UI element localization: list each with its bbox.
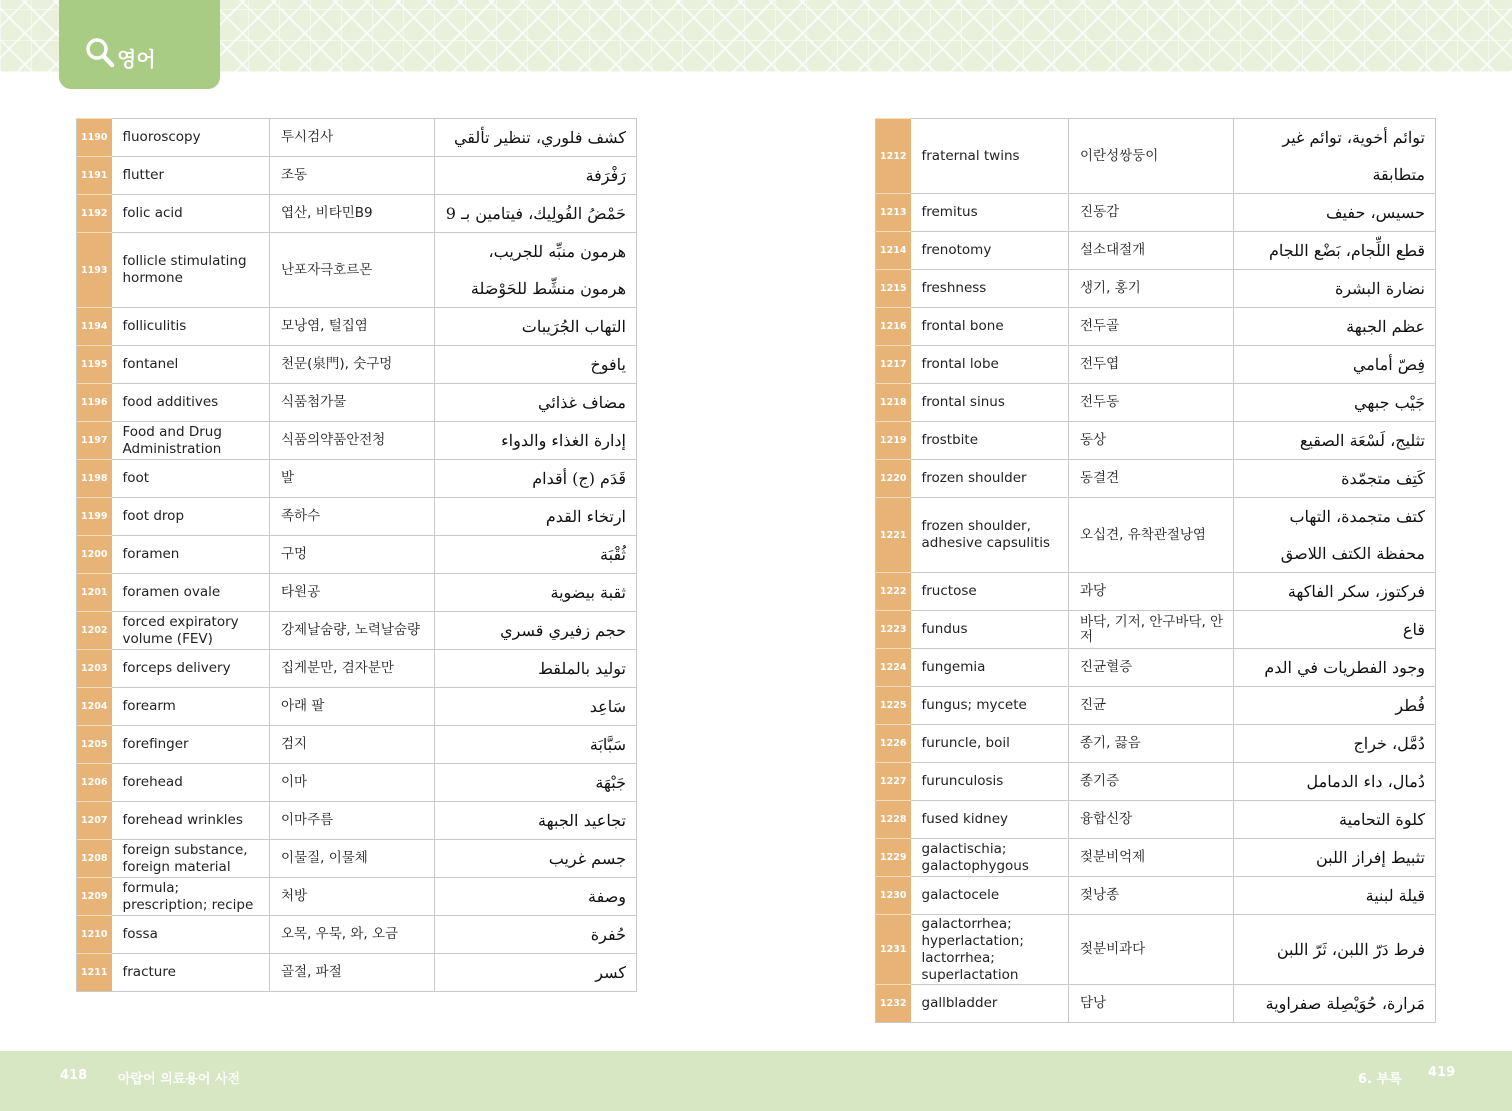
english-term: follicle stimulating hormone (112, 233, 270, 308)
table-row (77, 119, 637, 157)
english-term: frozen shoulder, adhesive capsulitis (911, 498, 1069, 573)
english-term: foramen (112, 536, 270, 574)
arabic-term: عظم الجبهة (1234, 308, 1436, 346)
korean-term: 젖낭종 (1069, 877, 1234, 915)
arabic-term: قطع اللِّجام، بَضْع اللجام (1234, 232, 1436, 270)
arabic-term: ثقبة بيضوية (435, 574, 637, 612)
english-term: fontanel (112, 346, 270, 384)
entry-number: 1196 (77, 384, 112, 422)
english-term: fremitus (911, 194, 1069, 232)
table-row (876, 839, 1436, 877)
english-term: forceps delivery (112, 650, 270, 688)
arabic-term: حجم زفيري قسري (435, 612, 637, 650)
entry-number: 1201 (77, 574, 112, 612)
table-row (77, 726, 637, 764)
arabic-term: حَمْضُ الفُولِيك، فيتامين بـ 9 (435, 195, 637, 233)
english-term: forehead (112, 764, 270, 802)
entry-number: 1220 (876, 460, 911, 498)
entry-number: 1208 (77, 840, 112, 878)
arabic-term: توليد بالملقط (435, 650, 637, 688)
english-term: galactorrhea; hyperlactation; lactorrhea; superlactation (911, 915, 1069, 985)
header-pattern-band (0, 0, 1512, 72)
korean-term: 젖분비억제 (1069, 839, 1234, 877)
table-row (77, 498, 637, 536)
entry-number: 1218 (876, 384, 911, 422)
arabic-term: تثبيط إفراز اللبن (1234, 839, 1436, 877)
arabic-term: كلوة التحامية (1234, 801, 1436, 839)
table-row (77, 764, 637, 802)
korean-term: 검지 (270, 726, 435, 764)
arabic-term: التهاب الجُرَيبات (435, 308, 637, 346)
english-term: frostbite (911, 422, 1069, 460)
entry-number: 1194 (77, 308, 112, 346)
arabic-term: فِصّ أمامي (1234, 346, 1436, 384)
arabic-term: قاع (1234, 611, 1436, 649)
korean-term: 식품의약품안전청 (270, 422, 435, 460)
table-row (77, 954, 637, 992)
korean-term: 전두골 (1069, 308, 1234, 346)
korean-term: 아래 팔 (270, 688, 435, 726)
english-term: formula; prescription; recipe (112, 878, 270, 916)
english-term: frenotomy (911, 232, 1069, 270)
korean-term: 투시검사 (270, 119, 435, 157)
entry-number: 1216 (876, 308, 911, 346)
english-term: fructose (911, 573, 1069, 611)
korean-term: 전두동 (1069, 384, 1234, 422)
english-term: forehead wrinkles (112, 802, 270, 840)
table-row (876, 649, 1436, 687)
english-term: fundus (911, 611, 1069, 649)
english-term: furuncle, boil (911, 725, 1069, 763)
entry-number: 1225 (876, 687, 911, 725)
korean-term: 집게분만, 겸자분만 (270, 650, 435, 688)
arabic-term: ثُقْبَة (435, 536, 637, 574)
korean-term: 전두엽 (1069, 346, 1234, 384)
entry-number: 1214 (876, 232, 911, 270)
table-row (876, 611, 1436, 649)
section-name: 6. 부록 (1358, 1072, 1402, 1087)
table-row (876, 687, 1436, 725)
entry-number: 1198 (77, 460, 112, 498)
table-row (876, 725, 1436, 763)
arabic-term: دُمال، داء الدمامل (1234, 763, 1436, 801)
entry-number: 1226 (876, 725, 911, 763)
korean-term: 족하수 (270, 498, 435, 536)
arabic-term: مضاف غذائي (435, 384, 637, 422)
entry-number: 1224 (876, 649, 911, 687)
english-term: folic acid (112, 195, 270, 233)
arabic-term: جَبْهَة (435, 764, 637, 802)
table-row (876, 573, 1436, 611)
table-row (876, 422, 1436, 460)
entry-number: 1200 (77, 536, 112, 574)
korean-term: 융합신장 (1069, 801, 1234, 839)
table-row (77, 688, 637, 726)
entry-number: 1212 (876, 119, 911, 194)
english-term: foot (112, 460, 270, 498)
section-tab[interactable] (59, 0, 220, 89)
page-footer (0, 1051, 1512, 1111)
arabic-term: رَفْرَفة (435, 157, 637, 195)
korean-term: 타원공 (270, 574, 435, 612)
entry-number: 1232 (876, 985, 911, 1023)
english-term: fluoroscopy (112, 119, 270, 157)
korean-term: 발 (270, 460, 435, 498)
entry-number: 1222 (876, 573, 911, 611)
arabic-term: قيلة لبنية (1234, 877, 1436, 915)
arabic-term: تثليج، لَسْعَة الصقيع (1234, 422, 1436, 460)
english-term: galactischia; galactophygous (911, 839, 1069, 877)
korean-term: 진동감 (1069, 194, 1234, 232)
entry-number: 1229 (876, 839, 911, 877)
right-page-number: 419 (1428, 1065, 1456, 1080)
arabic-term: وجود الفطريات في الدم (1234, 649, 1436, 687)
english-term: foot drop (112, 498, 270, 536)
entry-number: 1211 (77, 954, 112, 992)
entry-number: 1207 (77, 802, 112, 840)
arabic-term: ارتخاء القدم (435, 498, 637, 536)
arabic-term: فركتوز، سكر الفاكهة (1234, 573, 1436, 611)
korean-term: 과당 (1069, 573, 1234, 611)
english-term: Food and Drug Administration (112, 422, 270, 460)
english-term: forced expiratory volume (FEV) (112, 612, 270, 650)
arabic-term: كَتِف متجمّدة (1234, 460, 1436, 498)
korean-term: 설소대절개 (1069, 232, 1234, 270)
korean-term: 생기, 홍기 (1069, 270, 1234, 308)
korean-term: 진균혈증 (1069, 649, 1234, 687)
korean-term: 구멍 (270, 536, 435, 574)
entry-number: 1199 (77, 498, 112, 536)
entry-number: 1193 (77, 233, 112, 308)
english-term: gallbladder (911, 985, 1069, 1023)
dictionary-table-left (76, 118, 637, 992)
korean-term: 처방 (270, 878, 435, 916)
table-row (77, 195, 637, 233)
korean-term: 종기, 끓음 (1069, 725, 1234, 763)
table-row (876, 801, 1436, 839)
english-term: foramen ovale (112, 574, 270, 612)
english-term: flutter (112, 157, 270, 195)
arabic-term: حُفرة (435, 916, 637, 954)
table-row (77, 346, 637, 384)
korean-term: 이마주름 (270, 802, 435, 840)
table-row (77, 384, 637, 422)
table-row (77, 233, 637, 308)
table-row (876, 460, 1436, 498)
korean-term: 이마 (270, 764, 435, 802)
table-row (77, 574, 637, 612)
english-term: fused kidney (911, 801, 1069, 839)
korean-term: 젖분비과다 (1069, 915, 1234, 985)
table-row (77, 536, 637, 574)
entry-number: 1206 (77, 764, 112, 802)
arabic-term: مَرارة، حُوَيْصِلة صفراوية (1234, 985, 1436, 1023)
table-row (77, 878, 637, 916)
english-term: frozen shoulder (911, 460, 1069, 498)
entry-number: 1227 (876, 763, 911, 801)
entry-number: 1204 (77, 688, 112, 726)
arabic-term: فُطر (1234, 687, 1436, 725)
table-row (77, 308, 637, 346)
entry-number: 1215 (876, 270, 911, 308)
arabic-term: توائم أخوية، توائم غير متطابقة (1234, 119, 1436, 194)
english-term: fungus; mycete (911, 687, 1069, 725)
entry-number: 1217 (876, 346, 911, 384)
korean-term: 오십견, 유착관절낭염 (1069, 498, 1234, 573)
table-row (876, 194, 1436, 232)
table-row (77, 460, 637, 498)
arabic-term: جسم غريب (435, 840, 637, 878)
entry-number: 1190 (77, 119, 112, 157)
english-term: food additives (112, 384, 270, 422)
english-term: galactocele (911, 877, 1069, 915)
arabic-term: قَدَم (ج) أقدام (435, 460, 637, 498)
book-title: 아랍어 의료용어 사전 (118, 1072, 241, 1087)
entry-number: 1191 (77, 157, 112, 195)
english-term: fossa (112, 916, 270, 954)
arabic-term: كسر (435, 954, 637, 992)
entry-number: 1223 (876, 611, 911, 649)
korean-term: 담낭 (1069, 985, 1234, 1023)
section-tab-label: 영어 (117, 47, 156, 71)
korean-term: 골절, 파절 (270, 954, 435, 992)
arabic-term: وصفة (435, 878, 637, 916)
korean-term: 모낭염, 털집염 (270, 308, 435, 346)
arabic-term: كتف متجمدة، التهاب محفظة الكتف اللاصق (1234, 498, 1436, 573)
korean-term: 오목, 우묵, 와, 오금 (270, 916, 435, 954)
english-term: frontal sinus (911, 384, 1069, 422)
table-row (77, 157, 637, 195)
table-row (77, 916, 637, 954)
english-term: fungemia (911, 649, 1069, 687)
entry-number: 1231 (876, 915, 911, 985)
arabic-term: هرمون منبِّه للجريب، هرمون منشِّط للحَوْصَلة (435, 233, 637, 308)
english-term: frontal bone (911, 308, 1069, 346)
entry-number: 1219 (876, 422, 911, 460)
korean-term: 식품첨가물 (270, 384, 435, 422)
korean-term: 이물질, 이물체 (270, 840, 435, 878)
entry-number: 1210 (77, 916, 112, 954)
arabic-term: نضارة البشرة (1234, 270, 1436, 308)
korean-term: 강제날숨량, 노력날숨량 (270, 612, 435, 650)
table-row (77, 422, 637, 460)
table-row (876, 308, 1436, 346)
entry-number: 1192 (77, 195, 112, 233)
english-term: folliculitis (112, 308, 270, 346)
table-row (876, 498, 1436, 573)
table-row (77, 650, 637, 688)
table-row (77, 802, 637, 840)
arabic-term: حسيس، حفيف (1234, 194, 1436, 232)
entry-number: 1228 (876, 801, 911, 839)
korean-term: 동결견 (1069, 460, 1234, 498)
table-row (876, 763, 1436, 801)
english-term: freshness (911, 270, 1069, 308)
english-term: furunculosis (911, 763, 1069, 801)
table-row (876, 877, 1436, 915)
entry-number: 1195 (77, 346, 112, 384)
table-row (876, 915, 1436, 985)
table-row (876, 232, 1436, 270)
korean-term: 종기증 (1069, 763, 1234, 801)
arabic-term: فرط دَرّ اللبن، ثَرّ اللبن (1234, 915, 1436, 985)
table-row (876, 119, 1436, 194)
entry-number: 1202 (77, 612, 112, 650)
arabic-term: يافوخ (435, 346, 637, 384)
entry-number: 1203 (77, 650, 112, 688)
arabic-term: سَاعِد (435, 688, 637, 726)
english-term: frontal lobe (911, 346, 1069, 384)
arabic-term: سَبَّابَة (435, 726, 637, 764)
arabic-term: تجاعيد الجبهة (435, 802, 637, 840)
table-row (876, 384, 1436, 422)
arabic-term: إدارة الغذاء والدواء (435, 422, 637, 460)
korean-term: 천문(泉門), 숫구멍 (270, 346, 435, 384)
korean-term: 이란성쌍둥이 (1069, 119, 1234, 194)
table-row (77, 840, 637, 878)
korean-term: 진균 (1069, 687, 1234, 725)
arabic-term: جَيْب جبهي (1234, 384, 1436, 422)
english-term: fraternal twins (911, 119, 1069, 194)
entry-number: 1213 (876, 194, 911, 232)
table-row (77, 612, 637, 650)
entry-number: 1209 (77, 878, 112, 916)
table-row (876, 270, 1436, 308)
korean-term: 바닥, 기저, 안구바닥, 안저 (1069, 611, 1234, 649)
arabic-term: دُمَّل، خراج (1234, 725, 1436, 763)
entry-number: 1197 (77, 422, 112, 460)
korean-term: 동상 (1069, 422, 1234, 460)
left-page-number: 418 (60, 1068, 88, 1083)
magnifier-icon (85, 37, 115, 69)
entry-number: 1221 (876, 498, 911, 573)
korean-term: 엽산, 비타민B9 (270, 195, 435, 233)
english-term: foreign substance, foreign material (112, 840, 270, 878)
table-row (876, 346, 1436, 384)
arabic-term: كشف فلوري، تنظير تألقي (435, 119, 637, 157)
english-term: forearm (112, 688, 270, 726)
korean-term: 난포자극호르몬 (270, 233, 435, 308)
english-term: forefinger (112, 726, 270, 764)
entry-number: 1205 (77, 726, 112, 764)
entry-number: 1230 (876, 877, 911, 915)
table-row (876, 985, 1436, 1023)
korean-term: 조동 (270, 157, 435, 195)
dictionary-table-right (875, 118, 1436, 1023)
english-term: fracture (112, 954, 270, 992)
